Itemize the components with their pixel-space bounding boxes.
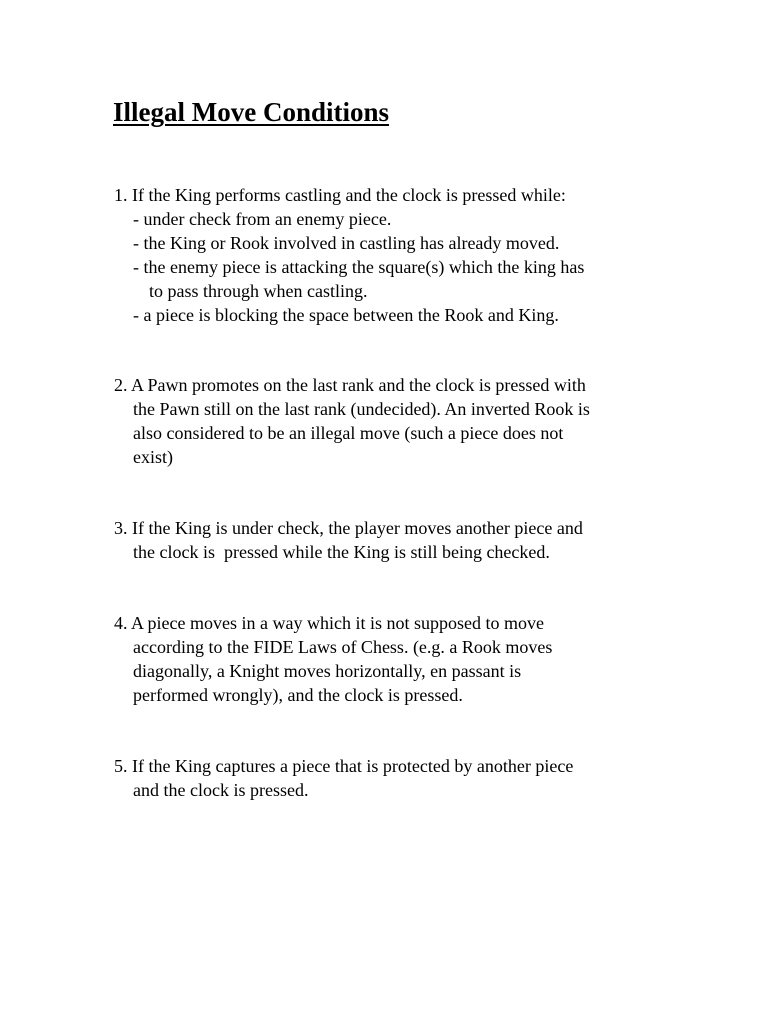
list-item: [114, 611, 674, 707]
item-continuation-line: the Pawn still on the last rank (undecided). An inverted Rook is: [133, 399, 590, 419]
sub-condition-line: - the enemy piece is attacking the square(s) which the king has: [133, 257, 585, 277]
list-item: [114, 754, 674, 802]
list-item: [114, 516, 674, 564]
item-continuation-line: the clock is pressed while the King is still being checked.: [133, 542, 550, 562]
item-text-line: 2. A Pawn promotes on the last rank and the clock is pressed with: [114, 375, 586, 395]
page-title: Illegal Move Conditions: [113, 97, 390, 127]
item-text-line: 3. If the King is under check, the player moves another piece and: [114, 518, 583, 538]
sub-condition-continuation-line: to pass through when castling.: [149, 281, 368, 301]
list-item: [114, 183, 674, 327]
item-text-line: 5. If the King captures a piece that is protected by another piece: [114, 756, 574, 776]
sub-condition-line: - a piece is blocking the space between the Rook and King.: [133, 305, 559, 325]
item-text-line: 4. A piece moves in a way which it is not supposed to move: [114, 613, 544, 633]
sub-condition-line: - the King or Rook involved in castling has already moved.: [133, 233, 560, 253]
item-continuation-line: diagonally, a Knight moves horizontally, en passant is: [133, 661, 522, 681]
item-continuation-line: and the clock is pressed.: [133, 780, 309, 800]
item-continuation-line: performed wrongly), and the clock is pressed.: [133, 685, 463, 705]
item-continuation-line: exist): [133, 447, 173, 467]
list-item: [114, 373, 674, 469]
item-continuation-line: according to the FIDE Laws of Chess. (e.g. a Rook moves: [133, 637, 553, 657]
item-continuation-line: also considered to be an illegal move (such a piece does not: [133, 423, 564, 443]
sub-condition-line: - under check from an enemy piece.: [133, 209, 392, 229]
item-text-line: 1. If the King performs castling and the clock is pressed while:: [114, 185, 566, 205]
